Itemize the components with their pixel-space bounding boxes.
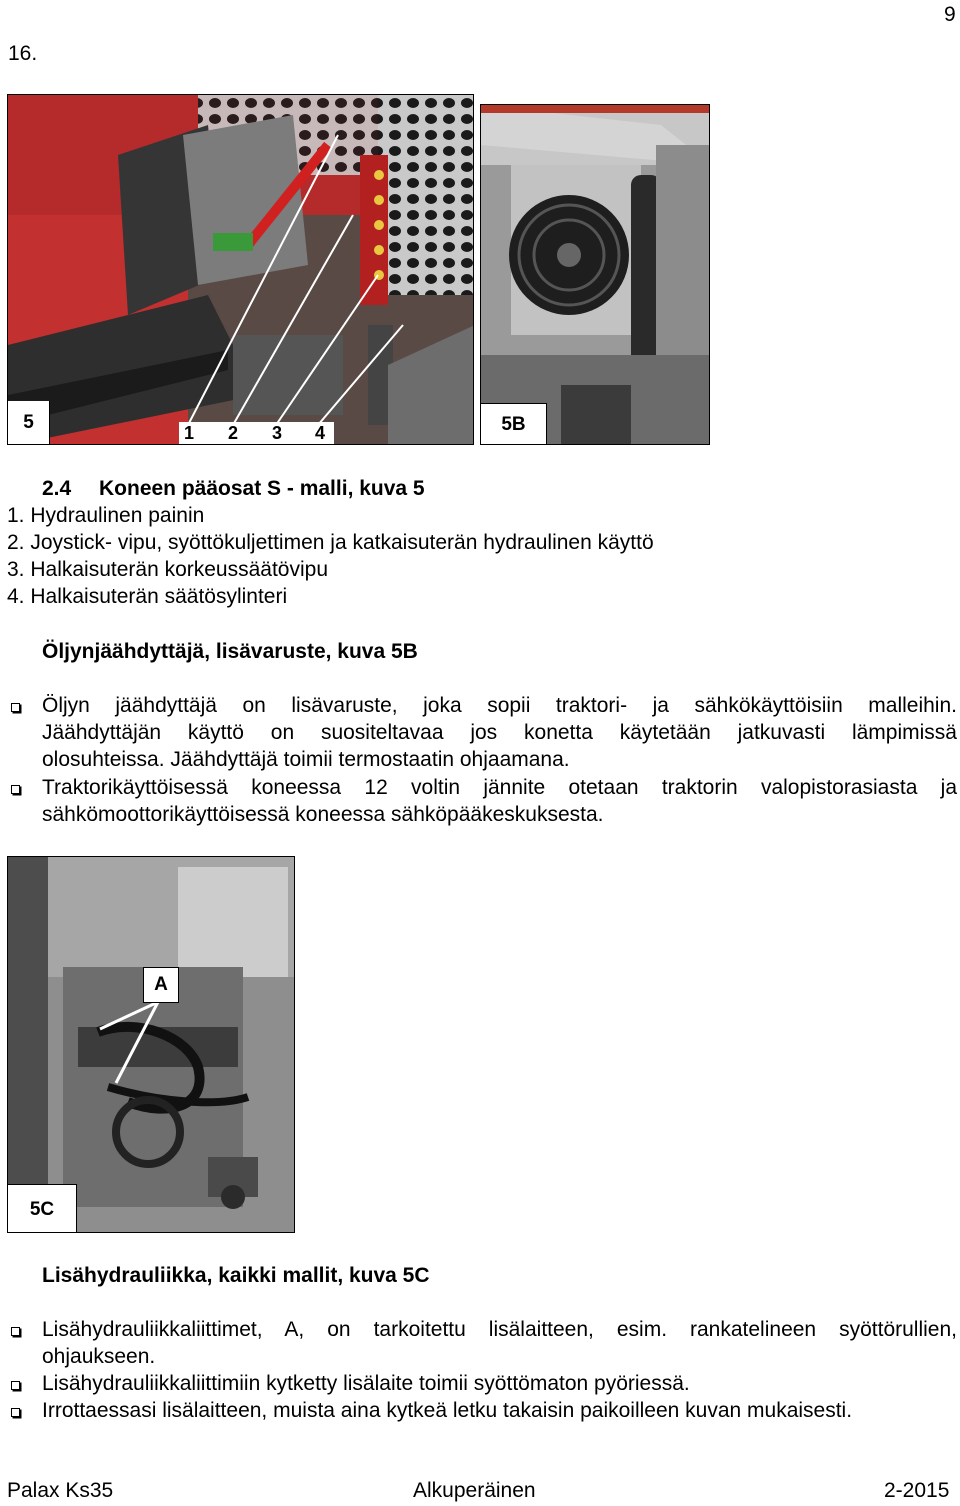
photo-5b-oil-cooler: [480, 104, 710, 445]
paragraph-hydraulics-2: [42, 1370, 957, 1397]
photo-5c-extra-hydraulics: [7, 856, 295, 1233]
text-line: olosuhteissa. Jäähdyttäjä toimii termostaatin ohjaamana.: [42, 748, 570, 771]
heading-extra-hydraulics: Lisähydrauliikka, kaikki mallit, kuva 5C: [42, 1264, 430, 1287]
section-number: 16.: [8, 42, 38, 65]
paragraph-hydraulics-1: [42, 1316, 957, 1370]
paragraph-hydraulics-3: [42, 1397, 957, 1424]
footer-product: Palax Ks35: [7, 1479, 114, 1502]
text-line: Lisähydrauliikkaliittimiin kytketty lisälaite toimii syöttömaton pyöriessä.: [42, 1372, 690, 1395]
callout-4: 4: [315, 423, 326, 443]
text-line: Irrottaessasi lisälaitteen, muista aina kytkeä letku takaisin paikoilleen kuvan mukaisesti.: [42, 1399, 853, 1422]
photo-5-label: 5: [8, 401, 50, 445]
text-line: sähkömoottorikäyttöisessä koneessa sähköpääkeskuksesta.: [42, 803, 604, 826]
bullet-icon: [11, 703, 20, 712]
photo-5c-callout-a: A: [143, 967, 179, 1003]
footer-date: 2-2015: [884, 1479, 950, 1502]
text-line: Lisähydrauliikkaliittimet, A, on tarkoitettu lisälaitteen, esim. rankatelineen syöttörullien,: [42, 1318, 957, 1341]
page-number: 9: [944, 3, 956, 26]
list-item-1: 1. Hydraulinen painin: [7, 504, 205, 527]
heading-oil-cooler: Öljynjäähdyttäjä, lisävaruste, kuva 5B: [42, 640, 418, 663]
footer-original: Alkuperäinen: [413, 1479, 536, 1502]
photo-5-machine-parts: [7, 94, 474, 445]
heading-main-parts: Koneen pääosat S - malli, kuva 5: [99, 477, 425, 500]
paragraph-oil-cooler-2: [42, 774, 957, 828]
list-item-3: 3. Halkaisuterän korkeussäätövipu: [7, 558, 329, 581]
heading-section-number: 2.4: [42, 477, 72, 500]
bullet-icon: [11, 1408, 20, 1417]
callout-2: 2: [228, 423, 239, 443]
text-line: Öljyn jäähdyttäjä on lisävaruste, joka sopii traktori- ja sähkökäyttöisiin malleihin.: [42, 694, 957, 717]
list-item-4: 4. Halkaisuterän säätösylinteri: [7, 585, 288, 608]
bullet-icon: [11, 1381, 20, 1390]
photo-5c-label: 5C: [8, 1184, 77, 1233]
bullet-icon: [11, 1327, 20, 1336]
text-line: Jäähdyttäjän käyttö on suositeltavaa jos konetta käytetään jatkuvasti lämpimissä: [42, 721, 957, 744]
list-item-2: 2. Joystick- vipu, syöttökuljettimen ja katkaisuterän hydraulinen käyttö: [7, 531, 654, 554]
photo-5-callouts: [179, 422, 334, 445]
photo-5b-label: 5B: [481, 403, 547, 445]
paragraph-oil-cooler-1: [42, 692, 957, 773]
callout-3: 3: [272, 423, 283, 443]
callout-1: 1: [184, 423, 195, 443]
text-line: ohjaukseen.: [42, 1345, 156, 1368]
bullet-icon: [11, 785, 20, 794]
text-line: Traktorikäyttöisessä koneessa 12 voltin jännite otetaan traktorin valopistorasiasta ja: [42, 776, 957, 799]
